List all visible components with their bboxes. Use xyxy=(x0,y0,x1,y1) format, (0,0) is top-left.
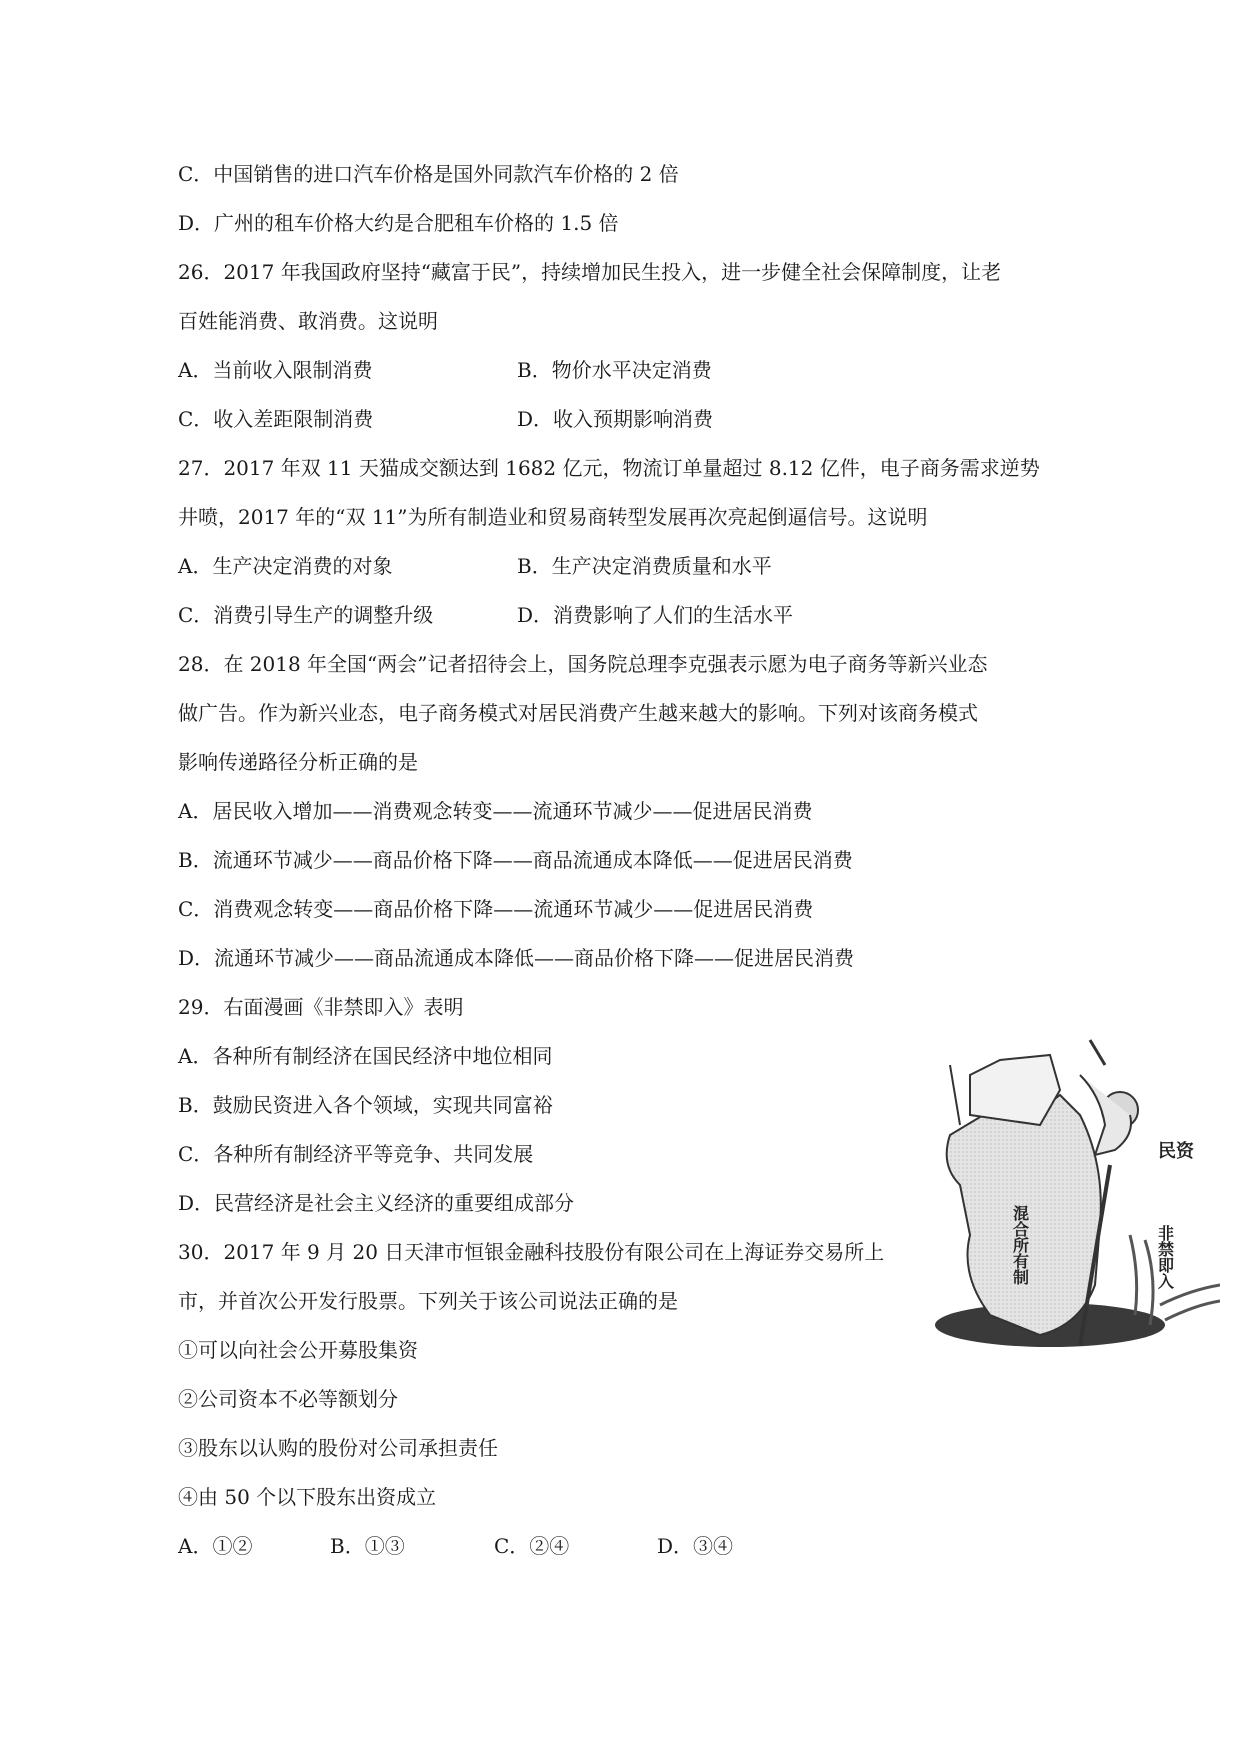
q28-option-d: D．流通环节减少——商品流通成本降低——商品价格下降——促进居民消费 xyxy=(178,946,855,970)
q29-option-a: A．各种所有制经济在国民经济中地位相同 xyxy=(178,1044,553,1068)
q26-option-c: C．收入差距限制消费 xyxy=(178,407,374,431)
q27-option-d: D．消费影响了人们的生活水平 xyxy=(517,603,794,627)
label-minzi: 民资 xyxy=(1158,1141,1194,1162)
label-hunhe: 混合所有制 xyxy=(1010,1205,1030,1285)
q30-item-4: ④由 50 个以下股东出资成立 xyxy=(178,1485,437,1509)
q27-option-a: A．生产决定消费的对象 xyxy=(178,554,393,578)
q28-stem-line3: 影响传递路径分析正确的是 xyxy=(178,750,418,774)
q29-option-c: C．各种所有制经济平等竞争、共同发展 xyxy=(178,1142,534,1166)
q30-stem-line2: 市，并首次公开发行股票。下列关于该公司说法正确的是 xyxy=(178,1289,678,1313)
q27-option-b: B．生产决定消费质量和水平 xyxy=(517,554,772,578)
q26-option-a: A．当前收入限制消费 xyxy=(178,358,373,382)
label-feijin: 非禁即入 xyxy=(1155,1225,1175,1289)
q30-item-3: ③股东以认购的股份对公司承担责任 xyxy=(178,1436,498,1460)
q29-option-b: B．鼓励民资进入各个领域，实现共同富裕 xyxy=(178,1093,553,1117)
q28-option-a: A．居民收入增加——消费观念转变——流通环节减少——促进居民消费 xyxy=(178,799,813,823)
q27-option-c: C．消费引导生产的调整升级 xyxy=(178,603,434,627)
q30-option-d: D．③④ xyxy=(657,1534,734,1558)
cartoon-feijinjiru xyxy=(930,1035,1220,1365)
q28-stem-line2: 做广告。作为新兴业态，电子商务模式对居民消费产生越来越大的影响。下列对该商务模式 xyxy=(178,701,978,725)
prev-option-d: D．广州的租车价格大约是合肥租车价格的 1.5 倍 xyxy=(178,211,619,235)
q28-stem-line1: 28．在 2018 年全国“两会”记者招待会上，国务院总理李克强表示愿为电子商务等新兴业态 xyxy=(178,652,988,676)
q30-item-1: ①可以向社会公开募股集资 xyxy=(178,1338,418,1362)
q30-stem-line1: 30．2017 年 9 月 20 日天津市恒银金融科技股份有限公司在上海证券交易所上 xyxy=(178,1240,885,1264)
q29-option-d: D．民营经济是社会主义经济的重要组成部分 xyxy=(178,1191,575,1215)
q26-option-d: D．收入预期影响消费 xyxy=(517,407,714,431)
q30-option-c: C．②④ xyxy=(494,1534,570,1558)
q26-stem-line1: 26．2017 年我国政府坚持“藏富于民”，持续增加民生投入，进一步健全社会保障制度，让老 xyxy=(178,260,1002,284)
q28-option-b: B．流通环节减少——商品价格下降——商品流通成本降低——促进居民消费 xyxy=(178,848,853,872)
q27-stem-line1: 27．2017 年双 11 天猫成交额达到 1682 亿元，物流订单量超过 8.12 亿件，电子商务需求逆势 xyxy=(178,456,1040,480)
q27-stem-line2: 井喷，2017 年的“双 11”为所有制造业和贸易商转型发展再次亮起倒逼信号。这说明 xyxy=(178,505,928,529)
q26-option-b: B．物价水平决定消费 xyxy=(517,358,712,382)
q30-option-b: B．①③ xyxy=(330,1534,405,1558)
q30-item-2: ②公司资本不必等额划分 xyxy=(178,1387,398,1411)
q30-option-a: A．①② xyxy=(178,1534,253,1558)
prev-option-c: C．中国销售的进口汽车价格是国外同款汽车价格的 2 倍 xyxy=(178,162,679,186)
q26-stem-line2: 百姓能消费、敢消费。这说明 xyxy=(178,309,438,333)
q28-option-c: C．消费观念转变——商品价格下降——流通环节减少——促进居民消费 xyxy=(178,897,814,921)
q29-stem: 29．右面漫画《非禁即入》表明 xyxy=(178,995,464,1019)
